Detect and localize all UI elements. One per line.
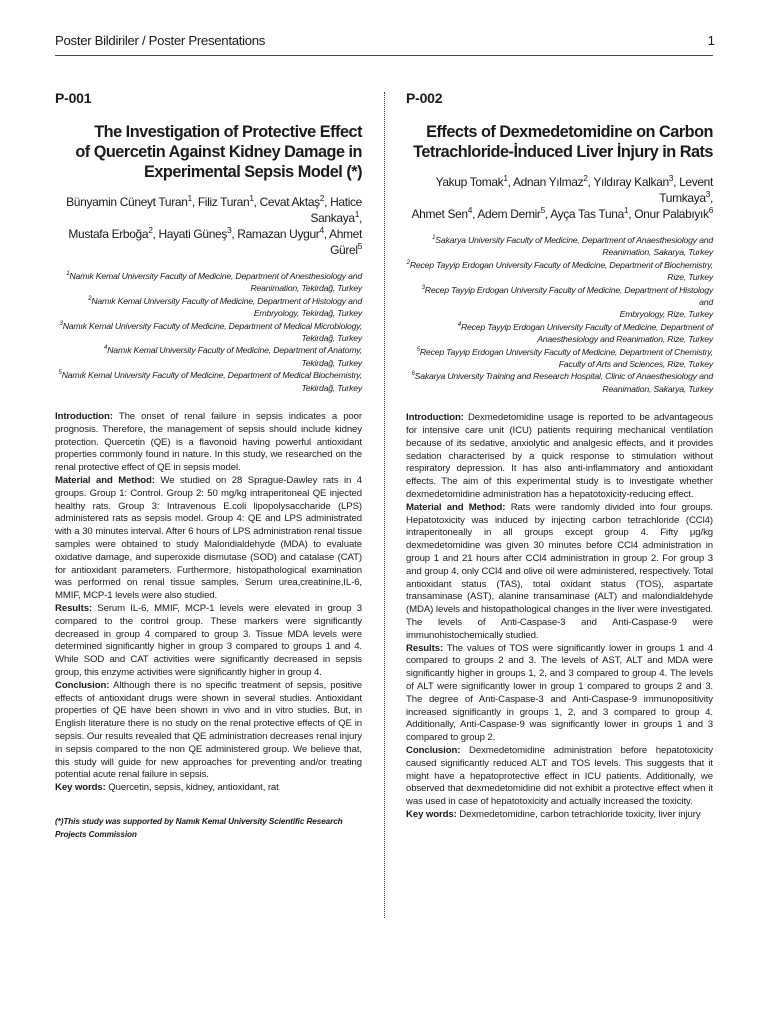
abstract-section [55, 603, 362, 680]
section-heading: Material and Method: [406, 501, 506, 513]
affiliation-line [55, 320, 362, 332]
affiliation-mark: 1 [66, 270, 70, 278]
author-name: Bünyamin Cüneyt Turan [66, 195, 188, 209]
section-heading: Material and Method: [55, 475, 155, 487]
paper-title-line: Tetrachloride-İnduced Liver İnjury in Rats [413, 143, 713, 161]
section-heading: Results: [406, 642, 444, 654]
affiliation [55, 270, 362, 295]
author-name: Hatice Sankaya [310, 195, 362, 225]
affiliation-text: Sakarya University Faculty of Medicine, Department of Anaesthesiology and [435, 235, 713, 245]
affiliation-line [55, 282, 362, 294]
affiliation-mark: 3 [421, 283, 425, 291]
affiliation [55, 295, 362, 320]
affiliation-list [406, 234, 713, 395]
section-heading: Conclusion: [406, 745, 461, 756]
section-text: Serum IL-6, MMIF, MCP-1 levels were elevated in group 3 compared to the control group. These markers were significantly decreased in group 4 compared to group 3. Tissue MDA levels were determined significantly higher in group 3 compared to groups 1 and 4. While SOD and CAT activities were significantly decreased in sepsis group, this enzyme activities were significantly higher in group 4. [55, 603, 362, 678]
paper-title-line: Effects of Dexmedetomidine on Carbon [426, 123, 713, 141]
affiliation-text: Recep Tayyip Erdogan University Faculty of Medicine, Department of Chemistry, [419, 346, 713, 357]
author-affiliation-mark: 1 [503, 173, 508, 183]
affiliation-text: Namık Kemal University Faculty of Medicine, Department of Medical Biochemistry, [61, 370, 362, 381]
paper-title [406, 122, 713, 162]
author-name: Ahmet Gürel [329, 227, 362, 257]
affiliation-text: Namık Kemal University Faculty of Medicine, Department of Medical Microbiology, [62, 320, 362, 331]
affiliation [406, 284, 713, 321]
affiliation-line [55, 357, 362, 369]
affiliation-text: Namık Kemal University Faculty of Medicine, Department of Anatomy, [107, 345, 362, 356]
author-name: Yakup Tomak [435, 175, 504, 189]
affiliation-text: Namık Kemal University Faculty of Medicine, Department of Histology and [91, 295, 362, 306]
author-line: Yakup Tomak$^1$, Adnan Yılmaz$^2$, Yıldıray Kalkan$^3$, Levent Tumkaya$^3$, [435, 173, 713, 205]
affiliation-text: Tekirdağ, Turkey [301, 382, 362, 393]
affiliation [406, 321, 713, 346]
section-text: Dexmedetomidine usage is reported to be advantageous for intensive care unit (ICU) patients requiring mechanical ventilation because of its sedative, anxiolytic and analgesic effects, and it provides sedation characterised by a quick response to stimulation without respiratory depression. It has also anti-inflammatory and antioxidant effects. The aim of this experimental study is to investigate whether dexmedetomidine administration has a hepatotoxicity-reducing effect. [406, 412, 713, 501]
author-name: Hayati Güneş [158, 227, 227, 241]
author-affiliation-mark: 2 [148, 225, 153, 235]
funding-note-line: (*)This study was supported by Namık Kemal University Scientific Research [55, 816, 343, 826]
running-header-title: Poster Bildiriler / Poster Presentations [55, 33, 266, 48]
paper-code: P-002 [406, 90, 443, 106]
affiliation-line [406, 358, 713, 370]
affiliation-line [406, 234, 713, 246]
affiliation-line [406, 370, 713, 382]
affiliation-line [55, 270, 362, 282]
affiliation [55, 320, 362, 345]
author-name: Cevat Aktaş [259, 195, 320, 209]
affiliation-line [406, 383, 713, 395]
author-affiliation-mark: 3 [705, 189, 711, 199]
abstract-section [55, 680, 362, 782]
section-text: Dexmedetomidine, carbon tetrachloride toxicity, liver injury [459, 808, 701, 820]
affiliation-text: Recep Tayyip Erdogan University Faculty of Medicine, Department of Biochemistry, [409, 259, 713, 270]
page-number: 1 [707, 33, 715, 48]
section-text: The values of TOS were significantly lower in groups 1 and 4 compared to groups 2 and 3. The levels of AST, ALT and MDA were significantly higher in groups 1, 2, and 3 compared to group 4. The levels of ALT were significantly lower in group 1 compared to groups 2 and 3. The degree of Anti-Caspase-3 and Anti-Caspase-9 immunopositivity increased significantly in groups 1, 2, and 3 compared to group 4. Additionally, Anti-Caspase-9 was significantly lower in groups 1 and 3 compared to group 2. [406, 642, 713, 744]
section-heading: Conclusion: [55, 679, 110, 691]
author-name: Mustafa Erboğa [68, 227, 149, 241]
affiliation-line [55, 332, 362, 344]
paper-title-line: The Investigation of Protective Effect [94, 123, 362, 141]
author-name: Yıldıray Kalkan [593, 175, 669, 189]
affiliation [406, 234, 713, 259]
author-name: Adem Demir [477, 207, 541, 221]
paper-title-line: Experimental Sepsis Model (*) [143, 163, 362, 181]
author-affiliation-mark: 6 [708, 205, 713, 215]
abstract-section [55, 411, 362, 475]
running-header [55, 33, 715, 55]
affiliation-mark: 4 [104, 344, 108, 352]
affiliation-text: Reanimation, Sakarya, Turkey [602, 247, 713, 258]
paper-column-p002 [406, 90, 713, 822]
affiliation-text: Embryology, Tekirdağ, Turkey [253, 308, 362, 319]
abstract-body [55, 411, 362, 795]
affiliation-line [406, 271, 713, 283]
affiliation-line [55, 295, 362, 307]
funding-note [55, 815, 362, 841]
affiliation-line [55, 382, 362, 394]
affiliation-text: Embryology, Rize, Turkey [619, 309, 713, 320]
section-text: Quercetin, sepsis, kidney, antioxidant, rat [108, 782, 279, 794]
affiliation-text: Reanimation, Tekirdağ, Turkey [250, 283, 362, 294]
affiliation [55, 344, 362, 369]
affiliation-line [406, 284, 713, 309]
section-text: We studied on 28 Sprague-Dawley rats in 4 groups. Group 1: Control. Group 2: 50 mg/kg intraperitoneal QE injected healthy rats. Group 3: Intravenous E.coli lipopolysaccharide (LPS) administered rats as sepsis model. Group 4: QE and LPS administrated with a 30 minutes interval. After 6 hours of LPS administration renal tissue samples were obtained to study Malondialdehyde (MDA) to evaluate oxidative damage, and superoxide dismutase (SOD) and catalase (CAT) for antioxidant parameters. Furthermore, histopathological examination was performed on renal tissue samples. Serum urea,creatinine,IL-6, MMIF, MCP-1 levels were also studied. [55, 475, 362, 602]
paper-title [55, 122, 362, 182]
author-affiliation-mark: 4 [319, 225, 324, 235]
affiliation-line [55, 369, 362, 381]
affiliation-text: Recep Tayyip Erdogan University Faculty of Medicine, Department of [460, 321, 713, 332]
affiliation-mark: 4 [457, 320, 461, 328]
affiliation-line [55, 344, 362, 356]
author-line: Mustafa Erboğa$^2$, Hayati Güneş$^3$, Ramazan Uygur$^4$, Ahmet Gürel$^5$ [68, 225, 362, 257]
affiliation [55, 369, 362, 394]
author-list [406, 174, 713, 222]
affiliation [406, 259, 713, 284]
affiliation-text: Recep Tayyip Erdogan University Faculty of Medicine, Department of Histology and [424, 284, 713, 308]
abstract-section [406, 643, 713, 745]
author-affiliation-mark: 1 [249, 193, 254, 203]
affiliation-line [406, 321, 713, 333]
section-heading: Introduction: [406, 412, 464, 424]
paper-column-p001 [55, 90, 362, 841]
author-name: Ayça Tas Tuna [550, 207, 624, 221]
section-heading: Key words: [406, 808, 457, 820]
affiliation-text: Tekirdağ, Turkey [301, 333, 362, 344]
author-name: Adnan Yılmaz [512, 175, 584, 189]
author-name: Levent Tumkaya [659, 175, 713, 205]
author-affiliation-mark: 3 [227, 225, 232, 235]
author-affiliation-mark: 5 [540, 205, 545, 215]
affiliation-line [406, 333, 713, 345]
affiliation-list [55, 270, 362, 394]
affiliation-mark: 3 [59, 319, 63, 327]
affiliation [406, 346, 713, 371]
section-heading: Results: [55, 603, 93, 615]
abstract-body [406, 412, 713, 822]
section-text: Although there is no specific treatment of sepsis, positive effects of antioxidant drugs were shown in several studies. Antioxidant properties of QE have been shown in vivo and in vitro studies. But, in English literature there is no study on the renal protective effects of QE in sepsis. Our results revealed that QE administration decreases renal injury in sepsis compared to the non QE administered group. We believe that, this study will guide for new approaches for preventing and/or treating potential acute renal failure in sepsis. [55, 679, 362, 781]
author-affiliation-mark: 5 [357, 241, 362, 251]
section-text: Rats were randomly divided into four groups. Hepatotoxicity was induced by injecting carbon tetrachloride (CCl4) intraperitoneally in all groups except group 4. Fifty μg/kg dexmedetomidine was given 30 minutes before CCl4 administration in group 1 and 21 hours after CCl4 administration in group 2. For group 3 and group 4, only CCl4 and olive oil were administered, respectively. Total antioxidant status (TAS), total oxidant status (TOS), aspartate transaminase (AST), alanine transaminase (ALT) and malondialdehyde (MDA) levels and histopathological changes in the liver were investigated. The levels of Anti-Caspase-3 and Anti-Caspase-9 were immunohistochemically studied. [406, 501, 713, 641]
author-line: Bünyamin Cüneyt Turan$^1$, Filiz Turan$^1$, Cevat Aktaş$^2$, Hatice Sankaya$^1$, [66, 193, 362, 225]
affiliation-mark: 1 [432, 234, 436, 242]
affiliation-text: Tekirdağ, Turkey [301, 357, 362, 368]
author-name: Filiz Turan [197, 195, 250, 209]
affiliation-mark: 2 [88, 294, 92, 302]
column-divider [384, 92, 385, 918]
author-name: Ramazan Uygur [237, 227, 320, 241]
affiliation-mark: 5 [416, 345, 420, 353]
abstract-section [406, 745, 713, 809]
author-affiliation-mark: 2 [319, 193, 325, 203]
affiliation-line [406, 259, 713, 271]
author-line: Ahmet Sen$^4$, Adem Demir$^5$, Ayça Tas Tuna$^1$, Onur Palabıyık$^6$ [411, 205, 713, 221]
affiliation-text: Reanimation, Sakarya, Turkey [602, 383, 713, 394]
author-name: Onur Palabıyık [634, 207, 709, 221]
affiliation-mark: 6 [411, 370, 415, 378]
affiliation-line [55, 307, 362, 319]
author-name: Ahmet Sen [411, 207, 468, 221]
section-heading: Introduction: [55, 411, 113, 423]
affiliation-mark: 2 [406, 258, 410, 266]
author-affiliation-mark: 2 [583, 173, 588, 183]
paper-title-line: of Quercetin Against Kidney Damage in [75, 143, 362, 161]
abstract-section [406, 502, 713, 643]
affiliation-line [406, 346, 713, 358]
affiliation-line [406, 308, 713, 320]
section-text: The onset of renal failure in sepsis indicates a poor prognosis. Therefore, the management of sepsis should include kidney protection. Quercetin (QE) is a flavonoid having powerful antioxidant properties commonly found in nature. In this study, we researched on the renal protective effect of QE in sepsis model. [55, 411, 362, 474]
abstract-section [406, 809, 713, 822]
affiliation-text: Sakarya University Training and Research Hospital, Clinic of Anaesthesiology and [414, 371, 713, 382]
abstract-section [406, 412, 713, 502]
affiliation-text: Namık Kemal University Faculty of Medicine, Department of Anesthesiology and [69, 271, 362, 281]
section-text: Dexmedetomidine administration before hepatotoxicity caused significantly reduced ALT and TOS levels. This suggests that it might have a hepatoprotective effect in ICU patients. Additionally, we observed that dexmedetomidine did not exhibit a protective effect when it was used in case of hepatotoxicity and actually increased the toxicity. [406, 745, 713, 808]
affiliation-mark: 5 [58, 369, 62, 377]
affiliation-line [406, 246, 713, 258]
author-affiliation-mark: 1 [623, 205, 629, 215]
paper-code: P-001 [55, 90, 92, 106]
affiliation-text: Faculty of Arts and Sciences, Rize, Turkey [558, 359, 713, 370]
abstract-section [55, 475, 362, 603]
affiliation [406, 370, 713, 395]
author-affiliation-mark: 3 [668, 173, 674, 183]
section-heading: Key words: [55, 782, 106, 794]
author-affiliation-mark: 4 [467, 205, 473, 215]
abstract-section [55, 782, 362, 795]
author-list [55, 194, 362, 258]
header-rule [55, 55, 713, 56]
affiliation-text: Rize, Turkey [667, 272, 713, 283]
affiliation-text: Anaesthesiology and Reanimation, Rize, Turkey [537, 334, 713, 345]
funding-note-line: Projects Commission [55, 829, 137, 839]
author-affiliation-mark: 1 [187, 193, 192, 203]
author-affiliation-mark: 1 [354, 209, 360, 219]
